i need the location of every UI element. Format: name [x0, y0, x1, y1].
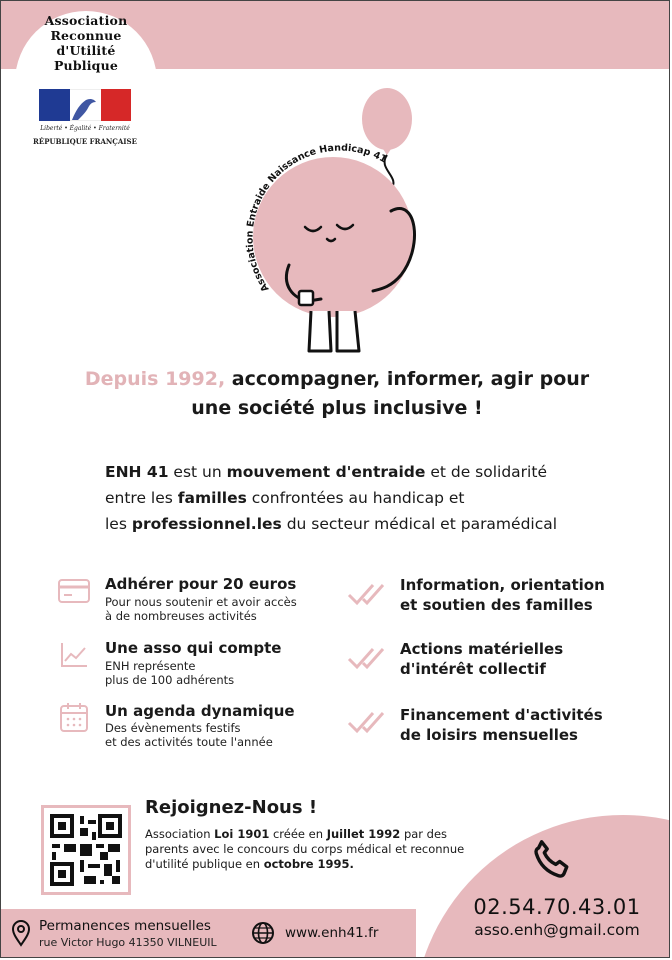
join-text-part: par des parents avec le concours du corps médical et reconnue d'utilité publique en [145, 827, 465, 871]
intro-org: ENH 41 [105, 463, 169, 481]
badge-line: Association [44, 13, 128, 28]
feature-title: Adhérer pour 20 euros [105, 575, 297, 593]
feature-desc: à de nombreuses activités [105, 609, 257, 623]
qr-code[interactable] [41, 805, 131, 895]
join-title: Rejoignez-Nous ! [145, 797, 318, 818]
intro-emph: mouvement d'entraide [226, 463, 426, 481]
globe-icon [251, 921, 275, 945]
feature-desc: plus de 100 adhérents [105, 673, 235, 687]
republic-motto: Liberté • Égalité • Fraternité [40, 125, 130, 132]
flag-blue [39, 89, 70, 121]
line-chart-icon [59, 641, 89, 669]
join-text-part: créée en [269, 827, 327, 841]
intro-text: entre les [105, 489, 178, 507]
join-text [145, 827, 465, 872]
phone-number[interactable]: 02.54.70.43.01 [473, 895, 641, 919]
headline-line1: accompagner, informer, agir pour [225, 368, 590, 390]
service-line: Actions matérielles [400, 640, 564, 658]
intro-text: du secteur médical et paramédical [281, 515, 558, 533]
headline-line2: une société plus inclusive ! [191, 397, 483, 419]
service-line: de loisirs mensuelles [400, 726, 578, 744]
join-text-part: Association [145, 827, 215, 841]
feature-desc: Pour nous soutenir et avoir accès [105, 595, 297, 609]
email-address[interactable]: asso.enh@gmail.com [474, 921, 640, 939]
intro-emph: professionnel.les [131, 515, 282, 533]
marianne-icon [70, 90, 101, 122]
intro-emph: familles [177, 489, 247, 507]
calendar-icon [59, 701, 89, 733]
balloon-character-illustration [241, 79, 441, 364]
join-text-emph: octobre 1995. [263, 857, 354, 871]
republic-name: RÉPUBLIQUE FRANÇAISE [33, 137, 137, 146]
join-text-emph: Loi 1901 [214, 827, 270, 841]
website-link[interactable]: www.enh41.fr [285, 925, 379, 941]
intro-text: est un [168, 463, 227, 481]
permanences-title: Permanences mensuelles [39, 918, 211, 934]
balloon-icon [362, 88, 412, 150]
badge-line: d'Utilité [56, 43, 116, 58]
intro-paragraph [105, 459, 625, 537]
headline [1, 365, 670, 423]
badge-line: Reconnue [50, 28, 122, 43]
intro-text: les [105, 515, 132, 533]
service-line: d'intérêt collectif [400, 660, 546, 678]
feature-title: Un agenda dynamique [105, 702, 295, 720]
join-text-emph: Juillet 1992 [326, 827, 401, 841]
badge-line: Publique [53, 58, 119, 73]
double-check-icon [347, 645, 391, 673]
double-check-icon [347, 709, 391, 737]
headline-accent: Depuis 1992, [84, 368, 226, 390]
flag-white [70, 89, 101, 121]
service-line: et soutien des familles [400, 596, 593, 614]
service-line: Information, orientation [400, 576, 605, 594]
phone-icon [529, 837, 575, 883]
credit-card-icon [57, 577, 91, 605]
double-check-icon [347, 581, 391, 609]
feature-title: Une asso qui compte [105, 639, 282, 657]
badge-title [17, 13, 155, 73]
french-republic-logo [39, 89, 131, 121]
intro-text: et de solidarité [425, 463, 547, 481]
service-line: Financement d'activités [400, 706, 603, 724]
feature-desc: ENH représente [105, 659, 196, 673]
flag-red [101, 89, 132, 121]
location-pin-icon [11, 919, 31, 947]
permanences-address: rue Victor Hugo 41350 VILNEUIL [39, 936, 217, 949]
feature-desc: et des activités toute l'année [105, 735, 273, 749]
intro-text: confrontées au handicap et [246, 489, 465, 507]
feature-desc: Des évènements festifs [105, 721, 241, 735]
arc-association-name: Association Entraide Naissance Handicap 41 [244, 142, 389, 294]
qr-code-icon [44, 808, 128, 892]
